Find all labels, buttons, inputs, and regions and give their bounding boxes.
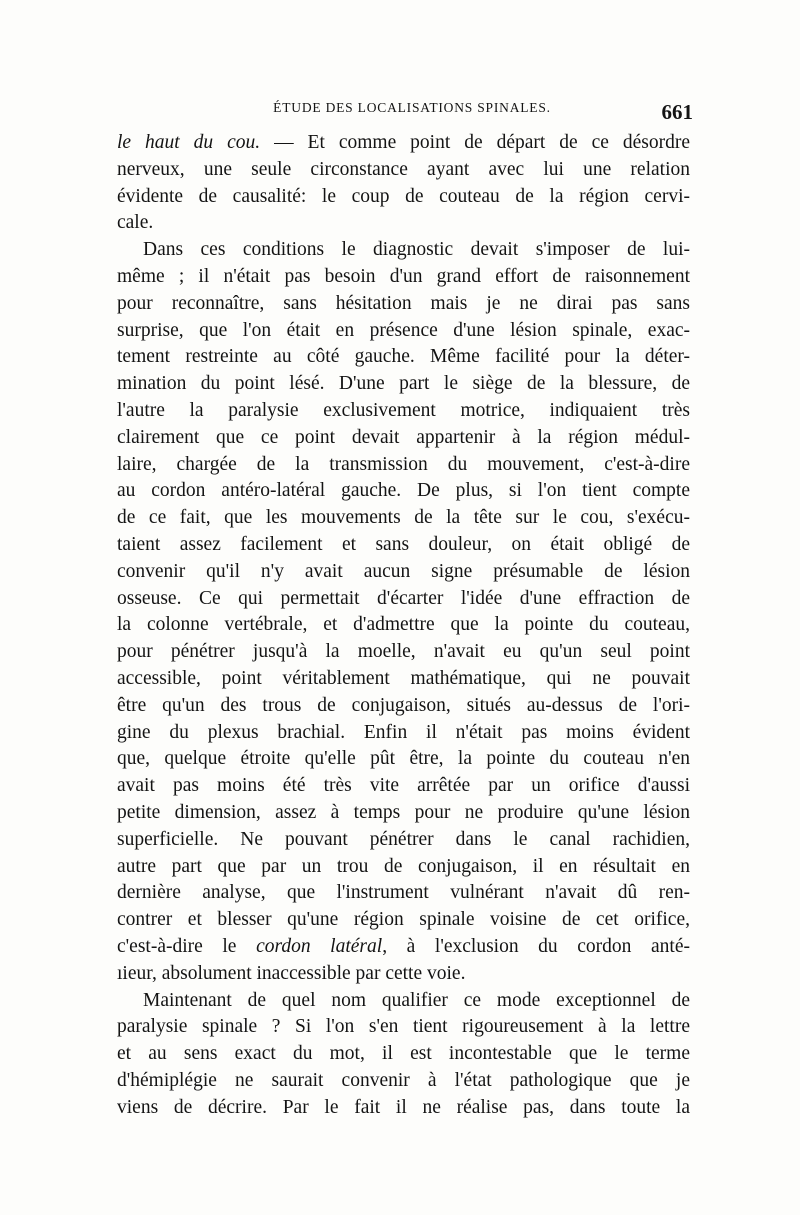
text-line: pour reconnaître, sans hésitation mais je ne dirai pas sans xyxy=(117,292,690,314)
italic-text: le haut du cou. xyxy=(117,132,261,153)
text-line: Dans ces conditions le diagnostic devait s'imposer de lui- xyxy=(143,239,690,261)
text-line: taient assez facilement et sans douleur, on était obligé de xyxy=(117,533,690,555)
text-line: accessible, point véritablement mathématique, qui ne pouvait xyxy=(117,667,690,689)
text-line: paralysie spinale ? Si l'on s'en tient rigoureusement à la lettre xyxy=(117,1016,690,1038)
text-line: avait pas moins été très vite arrêtée par un orifice d'aussi xyxy=(117,775,690,797)
text-line: cale. xyxy=(117,212,154,234)
text-line: ıieur, absolument inaccessible par cette voie. xyxy=(117,962,466,984)
paragraph xyxy=(117,237,690,987)
text-line xyxy=(117,130,690,157)
text-line: Maintenant de quel nom qualifier ce mode exceptionnel de xyxy=(143,989,690,1011)
text-line: même ; il n'était pas besoin d'un grand effort de raisonnement xyxy=(117,265,690,287)
text-span: , à l'exclusion du cordon anté- xyxy=(382,935,690,957)
text-line: au cordon antéro-latéral gauche. De plus, si l'on tient compte xyxy=(117,480,690,502)
text-line: viens de décrire. Par le fait il ne réalise pas, dans toute la xyxy=(117,1096,690,1118)
page-number: 661 xyxy=(661,100,693,124)
text-line: la colonne vertébrale, et d'admettre que la pointe du couteau, xyxy=(117,614,690,636)
text-line: petite dimension, assez à temps pour ne produire qu'une lésion xyxy=(117,801,690,823)
text-line: pour pénétrer jusqu'à la moelle, n'avait eu qu'un seul point xyxy=(117,641,690,663)
text-line: gine du plexus brachial. Enfin il n'était pas moins évident xyxy=(117,721,690,743)
text-line: surprise, que l'on était en présence d'une lésion spinale, exac- xyxy=(117,319,690,341)
italic-text: cordon latéral xyxy=(256,935,383,957)
text-line: superficielle. Ne pouvant pénétrer dans le canal rachidien, xyxy=(117,828,690,850)
text-line: laire, chargée de la transmission du mouvement, c'est-à-dire xyxy=(117,453,690,475)
paragraph xyxy=(117,988,690,1122)
text-line: que, quelque étroite qu'elle pût être, la pointe du couteau n'en xyxy=(117,748,690,770)
text-line: d'hémiplégie ne saurait convenir à l'état pathologique que je xyxy=(117,1069,690,1091)
text-line: tement restreinte au côté gauche. Même facilité pour la déter- xyxy=(117,346,690,368)
body-text xyxy=(117,130,690,1121)
text-line: convenir qu'il n'y avait aucun signe présumable de lésion xyxy=(117,560,690,582)
text-span: — Et comme point de départ de ce désordre xyxy=(260,132,690,153)
text-line: de ce fait, que les mouvements de la tête sur le cou, s'exécu- xyxy=(117,507,690,529)
text-line: nerveux, une seule circonstance ayant avec lui une relation xyxy=(117,158,690,180)
text-line: osseuse. Ce qui permettait d'écarter l'idée d'une effraction de xyxy=(117,587,690,609)
text-line xyxy=(117,934,690,961)
text-line: clairement que ce point devait appartenir à la région médul- xyxy=(117,426,690,448)
paragraph xyxy=(117,130,690,237)
text-line: dernière analyse, que l'instrument vulnérant n'avait dû ren- xyxy=(117,882,690,904)
text-span: c'est-à-dire le xyxy=(117,935,257,957)
text-line: évidente de causalité: le coup de couteau de la région cervi- xyxy=(117,185,690,207)
text-line: contrer et blesser qu'une région spinale voisine de cet orifice, xyxy=(117,909,690,931)
text-line: mination du point lésé. D'une part le siège de la blessure, de xyxy=(117,373,690,395)
text-line: être qu'un des trous de conjugaison, situés au-dessus de l'ori- xyxy=(117,694,690,716)
text-line: l'autre la paralysie exclusivement motrice, indiquaient très xyxy=(117,399,690,421)
text-line: et au sens exact du mot, il est incontestable que le terme xyxy=(117,1043,690,1065)
running-header-title: ÉTUDE DES LOCALISATIONS SPINALES. xyxy=(273,100,551,115)
text-line: autre part que par un trou de conjugaison, il en résultait en xyxy=(117,855,690,877)
